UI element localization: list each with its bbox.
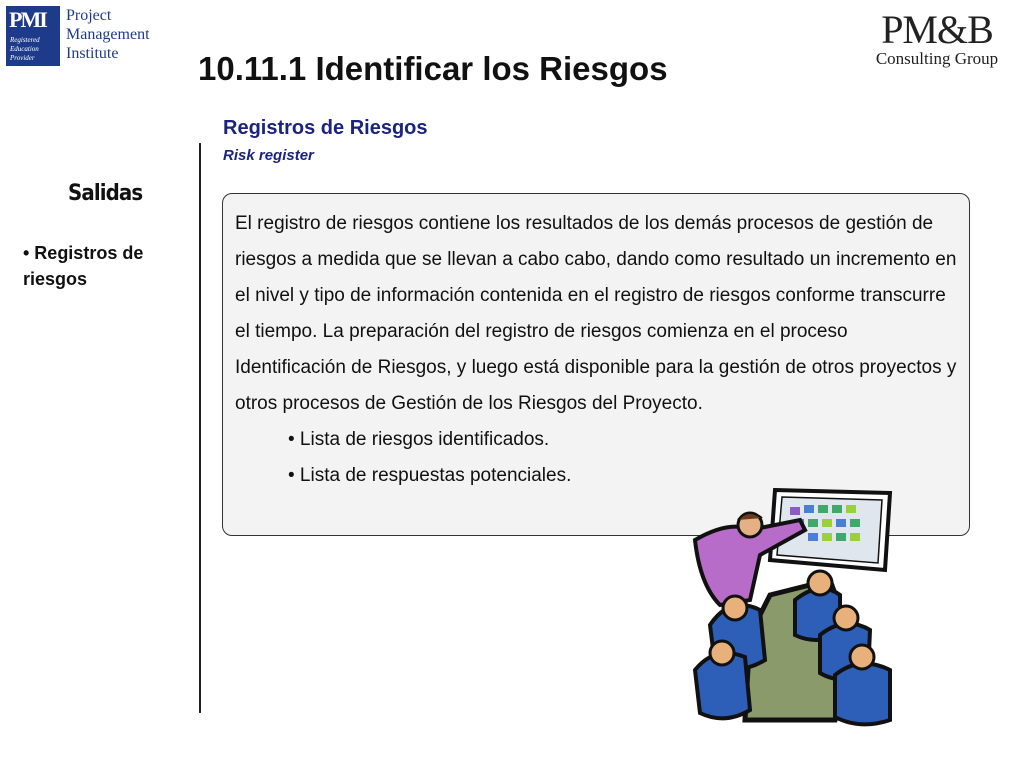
- pmi-badge-line: Registered: [10, 36, 40, 44]
- pmb-logo-name: PM&B: [881, 7, 993, 52]
- list-item: • Lista de riesgos identificados.: [288, 429, 550, 450]
- outputs-bullet: • Registros de riesgos: [23, 243, 144, 289]
- pmi-badge: [6, 6, 60, 66]
- list-item: • Lista de respuestas potenciales.: [288, 465, 572, 486]
- pmi-name-line: Institute: [66, 45, 119, 62]
- pmi-name-line: Project: [66, 7, 112, 24]
- description-text: [235, 206, 963, 494]
- pmi-logo: [6, 6, 156, 68]
- description-paragraph: El registro de riesgos contiene los resultados de los demás procesos de gestión de riesgos a medida que se llevan a cabo cabo, dando como resultado un incremento en el nivel y tipo de información contenida en el registro de riesgos conforme transcurre el tiempo. La preparación del registro de riesgos comienza en el proceso Identificación de Riesgos, y luego está disponible para la gestión de otros proyectos y otros procesos de Gestión de los Riesgos del Proyecto.: [235, 213, 957, 414]
- meeting-presentation-clipart: [690, 485, 900, 730]
- section-subtitle: Registros de Riesgos: [223, 117, 428, 139]
- pmi-name: [66, 6, 150, 63]
- pmi-name-line: Management: [66, 26, 150, 43]
- section-subtitle-english: Risk register: [223, 147, 314, 164]
- pmi-mark: PMI: [9, 7, 46, 32]
- pmb-logo: [862, 8, 1012, 68]
- page-title: 10.11.1 Identificar los Riesgos: [198, 50, 668, 87]
- description-bullet-list: [235, 422, 963, 494]
- pmi-badge-line: Provider: [10, 54, 35, 62]
- pmi-badge-line: Education: [10, 45, 39, 53]
- pmb-logo-tagline: Consulting Group: [875, 49, 999, 68]
- outputs-heading: Salidas: [68, 181, 143, 206]
- vertical-divider: [199, 143, 201, 713]
